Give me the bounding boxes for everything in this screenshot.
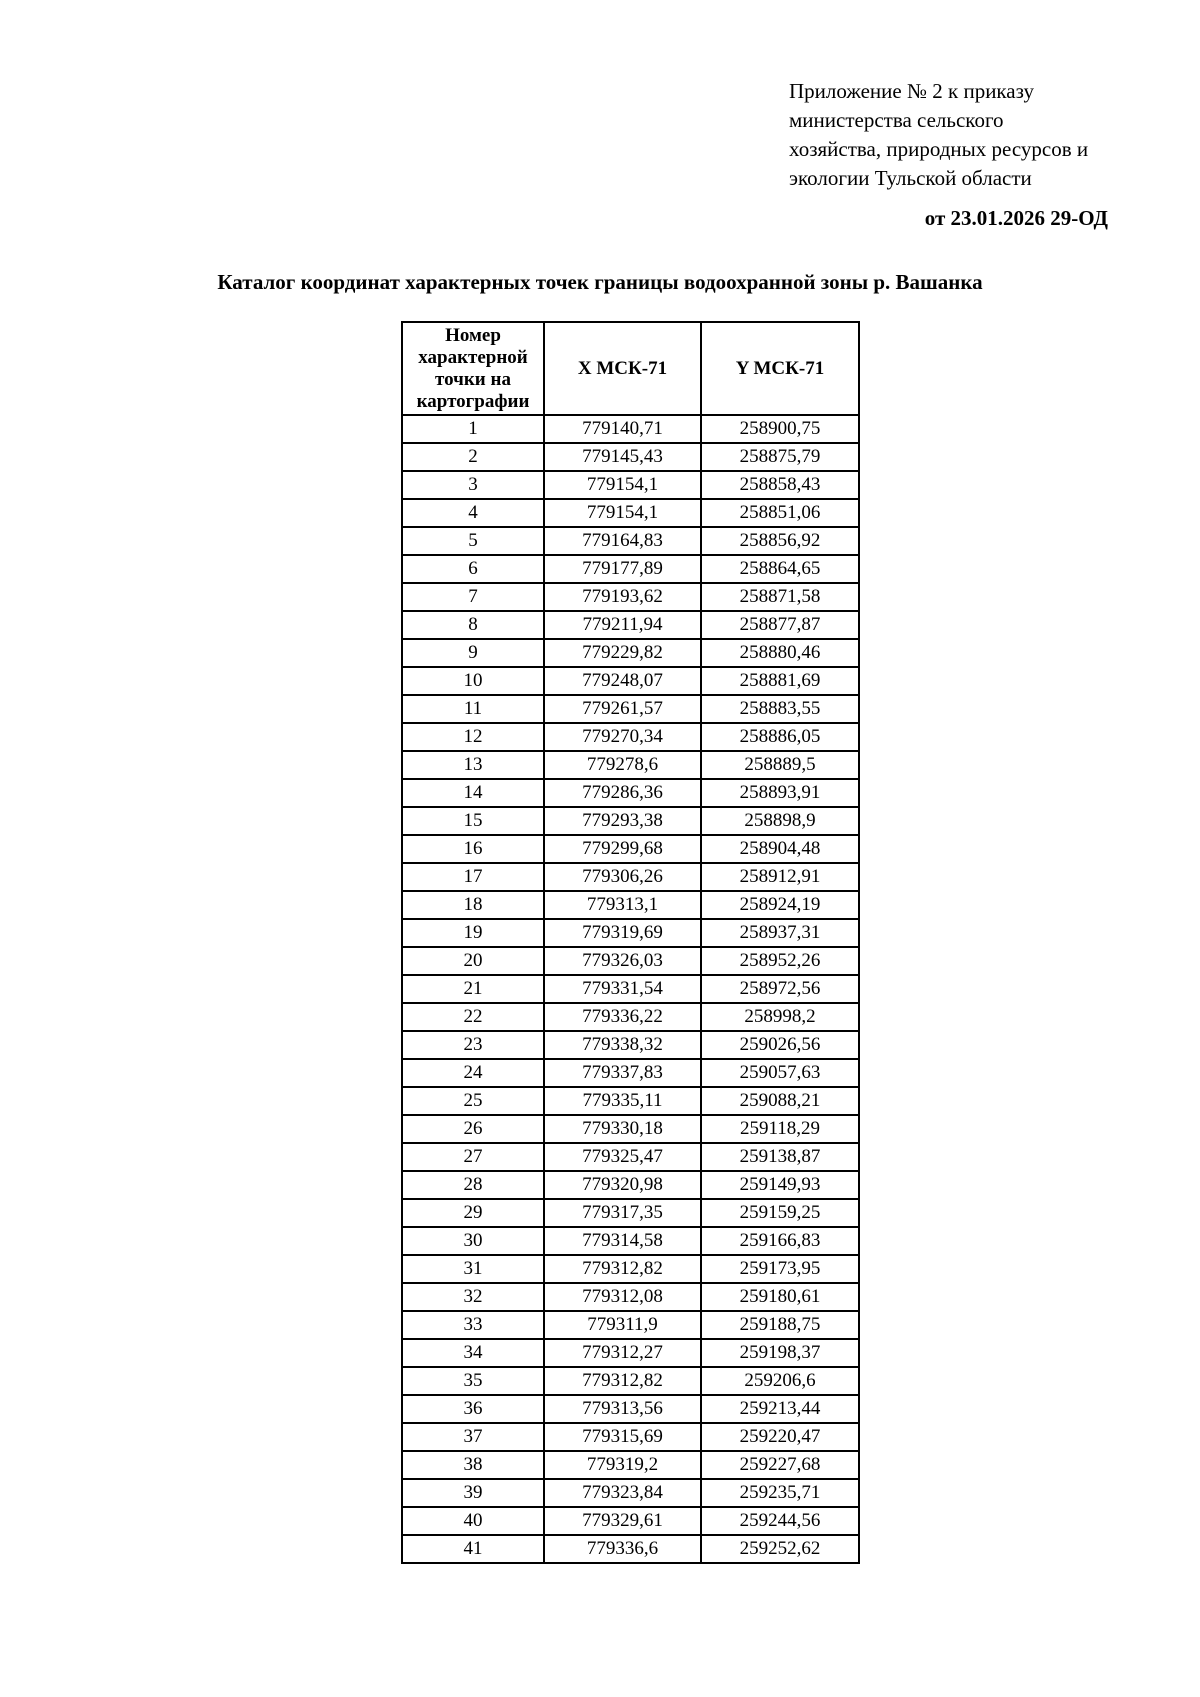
point-number-cell: 38 xyxy=(402,1451,544,1479)
table-row xyxy=(402,1115,859,1143)
table-row xyxy=(402,975,859,1003)
table-row xyxy=(402,555,859,583)
x-coordinate-cell: 779331,54 xyxy=(544,975,701,1003)
y-coordinate-cell: 258881,69 xyxy=(701,667,859,695)
point-number-cell: 31 xyxy=(402,1255,544,1283)
y-coordinate-cell: 259206,6 xyxy=(701,1367,859,1395)
table-row xyxy=(402,723,859,751)
table-row xyxy=(402,1227,859,1255)
table-row xyxy=(402,919,859,947)
x-coordinate-cell: 779154,1 xyxy=(544,499,701,527)
point-number-cell: 32 xyxy=(402,1283,544,1311)
y-coordinate-cell: 258875,79 xyxy=(701,443,859,471)
header-point-line: точки на xyxy=(435,368,511,390)
y-coordinate-cell: 258900,75 xyxy=(701,415,859,443)
point-number-cell: 41 xyxy=(402,1535,544,1563)
y-coordinate-cell: 258880,46 xyxy=(701,639,859,667)
x-coordinate-cell: 779313,56 xyxy=(544,1395,701,1423)
point-number-cell: 16 xyxy=(402,835,544,863)
x-coordinate-cell: 779306,26 xyxy=(544,863,701,891)
table-row xyxy=(402,499,859,527)
table-row xyxy=(402,695,859,723)
x-coordinate-cell: 779317,35 xyxy=(544,1199,701,1227)
document-title: Каталог координат характерных точек границы водоохранной зоны р. Вашанка xyxy=(217,270,983,294)
table-row xyxy=(402,1255,859,1283)
header-x: X МСК-71 xyxy=(544,322,701,415)
x-coordinate-cell: 779325,47 xyxy=(544,1143,701,1171)
x-coordinate-cell: 779286,36 xyxy=(544,779,701,807)
table-row xyxy=(402,583,859,611)
y-coordinate-cell: 259088,21 xyxy=(701,1087,859,1115)
x-coordinate-cell: 779164,83 xyxy=(544,527,701,555)
y-coordinate-cell: 259213,44 xyxy=(701,1395,859,1423)
point-number-cell: 5 xyxy=(402,527,544,555)
appendix-line: министерства сельского xyxy=(789,108,1004,132)
y-coordinate-cell: 258851,06 xyxy=(701,499,859,527)
x-coordinate-cell: 779336,6 xyxy=(544,1535,701,1563)
table-row xyxy=(402,1087,859,1115)
y-coordinate-cell: 258898,9 xyxy=(701,807,859,835)
x-coordinate-cell: 779312,27 xyxy=(544,1339,701,1367)
x-coordinate-cell: 779248,07 xyxy=(544,667,701,695)
table-row xyxy=(402,1283,859,1311)
x-coordinate-cell: 779312,08 xyxy=(544,1283,701,1311)
point-number-cell: 12 xyxy=(402,723,544,751)
point-number-cell: 24 xyxy=(402,1059,544,1087)
table-row xyxy=(402,1143,859,1171)
table-row xyxy=(402,947,859,975)
table-row xyxy=(402,807,859,835)
table-body xyxy=(402,415,859,1563)
point-number-cell: 15 xyxy=(402,807,544,835)
x-coordinate-cell: 779299,68 xyxy=(544,835,701,863)
y-coordinate-cell: 259252,62 xyxy=(701,1535,859,1563)
table-row xyxy=(402,1031,859,1059)
x-coordinate-cell: 779326,03 xyxy=(544,947,701,975)
x-coordinate-cell: 779338,32 xyxy=(544,1031,701,1059)
table-row xyxy=(402,1423,859,1451)
point-number-cell: 29 xyxy=(402,1199,544,1227)
y-coordinate-cell: 259244,56 xyxy=(701,1507,859,1535)
point-number-cell: 17 xyxy=(402,863,544,891)
x-coordinate-cell: 779278,6 xyxy=(544,751,701,779)
table-header xyxy=(402,322,859,415)
x-coordinate-cell: 779315,69 xyxy=(544,1423,701,1451)
point-number-cell: 33 xyxy=(402,1311,544,1339)
y-coordinate-cell: 259198,37 xyxy=(701,1339,859,1367)
y-coordinate-cell: 259159,25 xyxy=(701,1199,859,1227)
point-number-cell: 21 xyxy=(402,975,544,1003)
header-point-line: картографии xyxy=(416,390,530,412)
x-coordinate-cell: 779313,1 xyxy=(544,891,701,919)
x-coordinate-cell: 779311,9 xyxy=(544,1311,701,1339)
coordinates-table xyxy=(401,321,860,1564)
x-coordinate-cell: 779193,62 xyxy=(544,583,701,611)
point-number-cell: 8 xyxy=(402,611,544,639)
point-number-cell: 37 xyxy=(402,1423,544,1451)
point-number-cell: 19 xyxy=(402,919,544,947)
table-row xyxy=(402,471,859,499)
point-number-cell: 39 xyxy=(402,1479,544,1507)
point-number-cell: 40 xyxy=(402,1507,544,1535)
x-coordinate-cell: 779336,22 xyxy=(544,1003,701,1031)
table-row xyxy=(402,891,859,919)
y-coordinate-cell: 258937,31 xyxy=(701,919,859,947)
x-coordinate-cell: 779270,34 xyxy=(544,723,701,751)
order-date: от 23.01.2026 29-ОД xyxy=(924,206,1108,230)
header-point-line: Номер xyxy=(445,324,501,346)
y-coordinate-cell: 258856,92 xyxy=(701,527,859,555)
y-coordinate-cell: 258883,55 xyxy=(701,695,859,723)
x-coordinate-cell: 779154,1 xyxy=(544,471,701,499)
table-row xyxy=(402,835,859,863)
y-coordinate-cell: 258904,48 xyxy=(701,835,859,863)
header-row xyxy=(402,322,859,415)
y-coordinate-cell: 258912,91 xyxy=(701,863,859,891)
table-row xyxy=(402,1199,859,1227)
appendix-line: экологии Тульской области xyxy=(789,166,1032,190)
table-row xyxy=(402,1395,859,1423)
point-number-cell: 30 xyxy=(402,1227,544,1255)
table-row xyxy=(402,527,859,555)
table-row xyxy=(402,1479,859,1507)
point-number-cell: 28 xyxy=(402,1171,544,1199)
point-number-cell: 27 xyxy=(402,1143,544,1171)
point-number-cell: 26 xyxy=(402,1115,544,1143)
y-coordinate-cell: 259188,75 xyxy=(701,1311,859,1339)
y-coordinate-cell: 259235,71 xyxy=(701,1479,859,1507)
x-coordinate-cell: 779145,43 xyxy=(544,443,701,471)
table-row xyxy=(402,1507,859,1535)
table-row xyxy=(402,751,859,779)
y-coordinate-cell: 258952,26 xyxy=(701,947,859,975)
table-row xyxy=(402,443,859,471)
point-number-cell: 10 xyxy=(402,667,544,695)
y-coordinate-cell: 259026,56 xyxy=(701,1031,859,1059)
table-row xyxy=(402,1451,859,1479)
table-row xyxy=(402,415,859,443)
header-point-number xyxy=(402,322,544,415)
x-coordinate-cell: 779323,84 xyxy=(544,1479,701,1507)
x-coordinate-cell: 779177,89 xyxy=(544,555,701,583)
table-row xyxy=(402,1535,859,1563)
point-number-cell: 18 xyxy=(402,891,544,919)
y-coordinate-cell: 258864,65 xyxy=(701,555,859,583)
point-number-cell: 22 xyxy=(402,1003,544,1031)
table-row xyxy=(402,863,859,891)
x-coordinate-cell: 779314,58 xyxy=(544,1227,701,1255)
x-coordinate-cell: 779319,69 xyxy=(544,919,701,947)
x-coordinate-cell: 779330,18 xyxy=(544,1115,701,1143)
point-number-cell: 3 xyxy=(402,471,544,499)
y-coordinate-cell: 259173,95 xyxy=(701,1255,859,1283)
y-coordinate-cell: 258889,5 xyxy=(701,751,859,779)
appendix-note xyxy=(789,77,1129,193)
x-coordinate-cell: 779293,38 xyxy=(544,807,701,835)
point-number-cell: 23 xyxy=(402,1031,544,1059)
x-coordinate-cell: 779312,82 xyxy=(544,1367,701,1395)
header-point-line: характерной xyxy=(418,346,528,368)
x-coordinate-cell: 779229,82 xyxy=(544,639,701,667)
x-coordinate-cell: 779312,82 xyxy=(544,1255,701,1283)
point-number-cell: 9 xyxy=(402,639,544,667)
point-number-cell: 14 xyxy=(402,779,544,807)
point-number-cell: 34 xyxy=(402,1339,544,1367)
y-coordinate-cell: 259057,63 xyxy=(701,1059,859,1087)
table-row xyxy=(402,667,859,695)
x-coordinate-cell: 779319,2 xyxy=(544,1451,701,1479)
y-coordinate-cell: 258998,2 xyxy=(701,1003,859,1031)
y-coordinate-cell: 259166,83 xyxy=(701,1227,859,1255)
point-number-cell: 11 xyxy=(402,695,544,723)
point-number-cell: 4 xyxy=(402,499,544,527)
point-number-cell: 36 xyxy=(402,1395,544,1423)
y-coordinate-cell: 259227,68 xyxy=(701,1451,859,1479)
y-coordinate-cell: 258886,05 xyxy=(701,723,859,751)
appendix-line: Приложение № 2 к приказу xyxy=(789,79,1034,103)
table-row xyxy=(402,779,859,807)
table-row xyxy=(402,1059,859,1087)
x-coordinate-cell: 779320,98 xyxy=(544,1171,701,1199)
point-number-cell: 13 xyxy=(402,751,544,779)
y-coordinate-cell: 259118,29 xyxy=(701,1115,859,1143)
y-coordinate-cell: 258972,56 xyxy=(701,975,859,1003)
x-coordinate-cell: 779329,61 xyxy=(544,1507,701,1535)
y-coordinate-cell: 259180,61 xyxy=(701,1283,859,1311)
table-row xyxy=(402,1171,859,1199)
table-row xyxy=(402,1003,859,1031)
point-number-cell: 25 xyxy=(402,1087,544,1115)
y-coordinate-cell: 258877,87 xyxy=(701,611,859,639)
x-coordinate-cell: 779261,57 xyxy=(544,695,701,723)
table-row xyxy=(402,1367,859,1395)
point-number-cell: 7 xyxy=(402,583,544,611)
x-coordinate-cell: 779337,83 xyxy=(544,1059,701,1087)
table-row xyxy=(402,639,859,667)
y-coordinate-cell: 259220,47 xyxy=(701,1423,859,1451)
header-y: Y МСК-71 xyxy=(701,322,859,415)
table-row xyxy=(402,1339,859,1367)
y-coordinate-cell: 259149,93 xyxy=(701,1171,859,1199)
table-row xyxy=(402,1311,859,1339)
point-number-cell: 20 xyxy=(402,947,544,975)
y-coordinate-cell: 258924,19 xyxy=(701,891,859,919)
point-number-cell: 6 xyxy=(402,555,544,583)
point-number-cell: 35 xyxy=(402,1367,544,1395)
x-coordinate-cell: 779335,11 xyxy=(544,1087,701,1115)
y-coordinate-cell: 258871,58 xyxy=(701,583,859,611)
table-row xyxy=(402,611,859,639)
x-coordinate-cell: 779140,71 xyxy=(544,415,701,443)
y-coordinate-cell: 258858,43 xyxy=(701,471,859,499)
y-coordinate-cell: 258893,91 xyxy=(701,779,859,807)
point-number-cell: 1 xyxy=(402,415,544,443)
appendix-line: хозяйства, природных ресурсов и xyxy=(789,137,1089,161)
y-coordinate-cell: 259138,87 xyxy=(701,1143,859,1171)
point-number-cell: 2 xyxy=(402,443,544,471)
x-coordinate-cell: 779211,94 xyxy=(544,611,701,639)
